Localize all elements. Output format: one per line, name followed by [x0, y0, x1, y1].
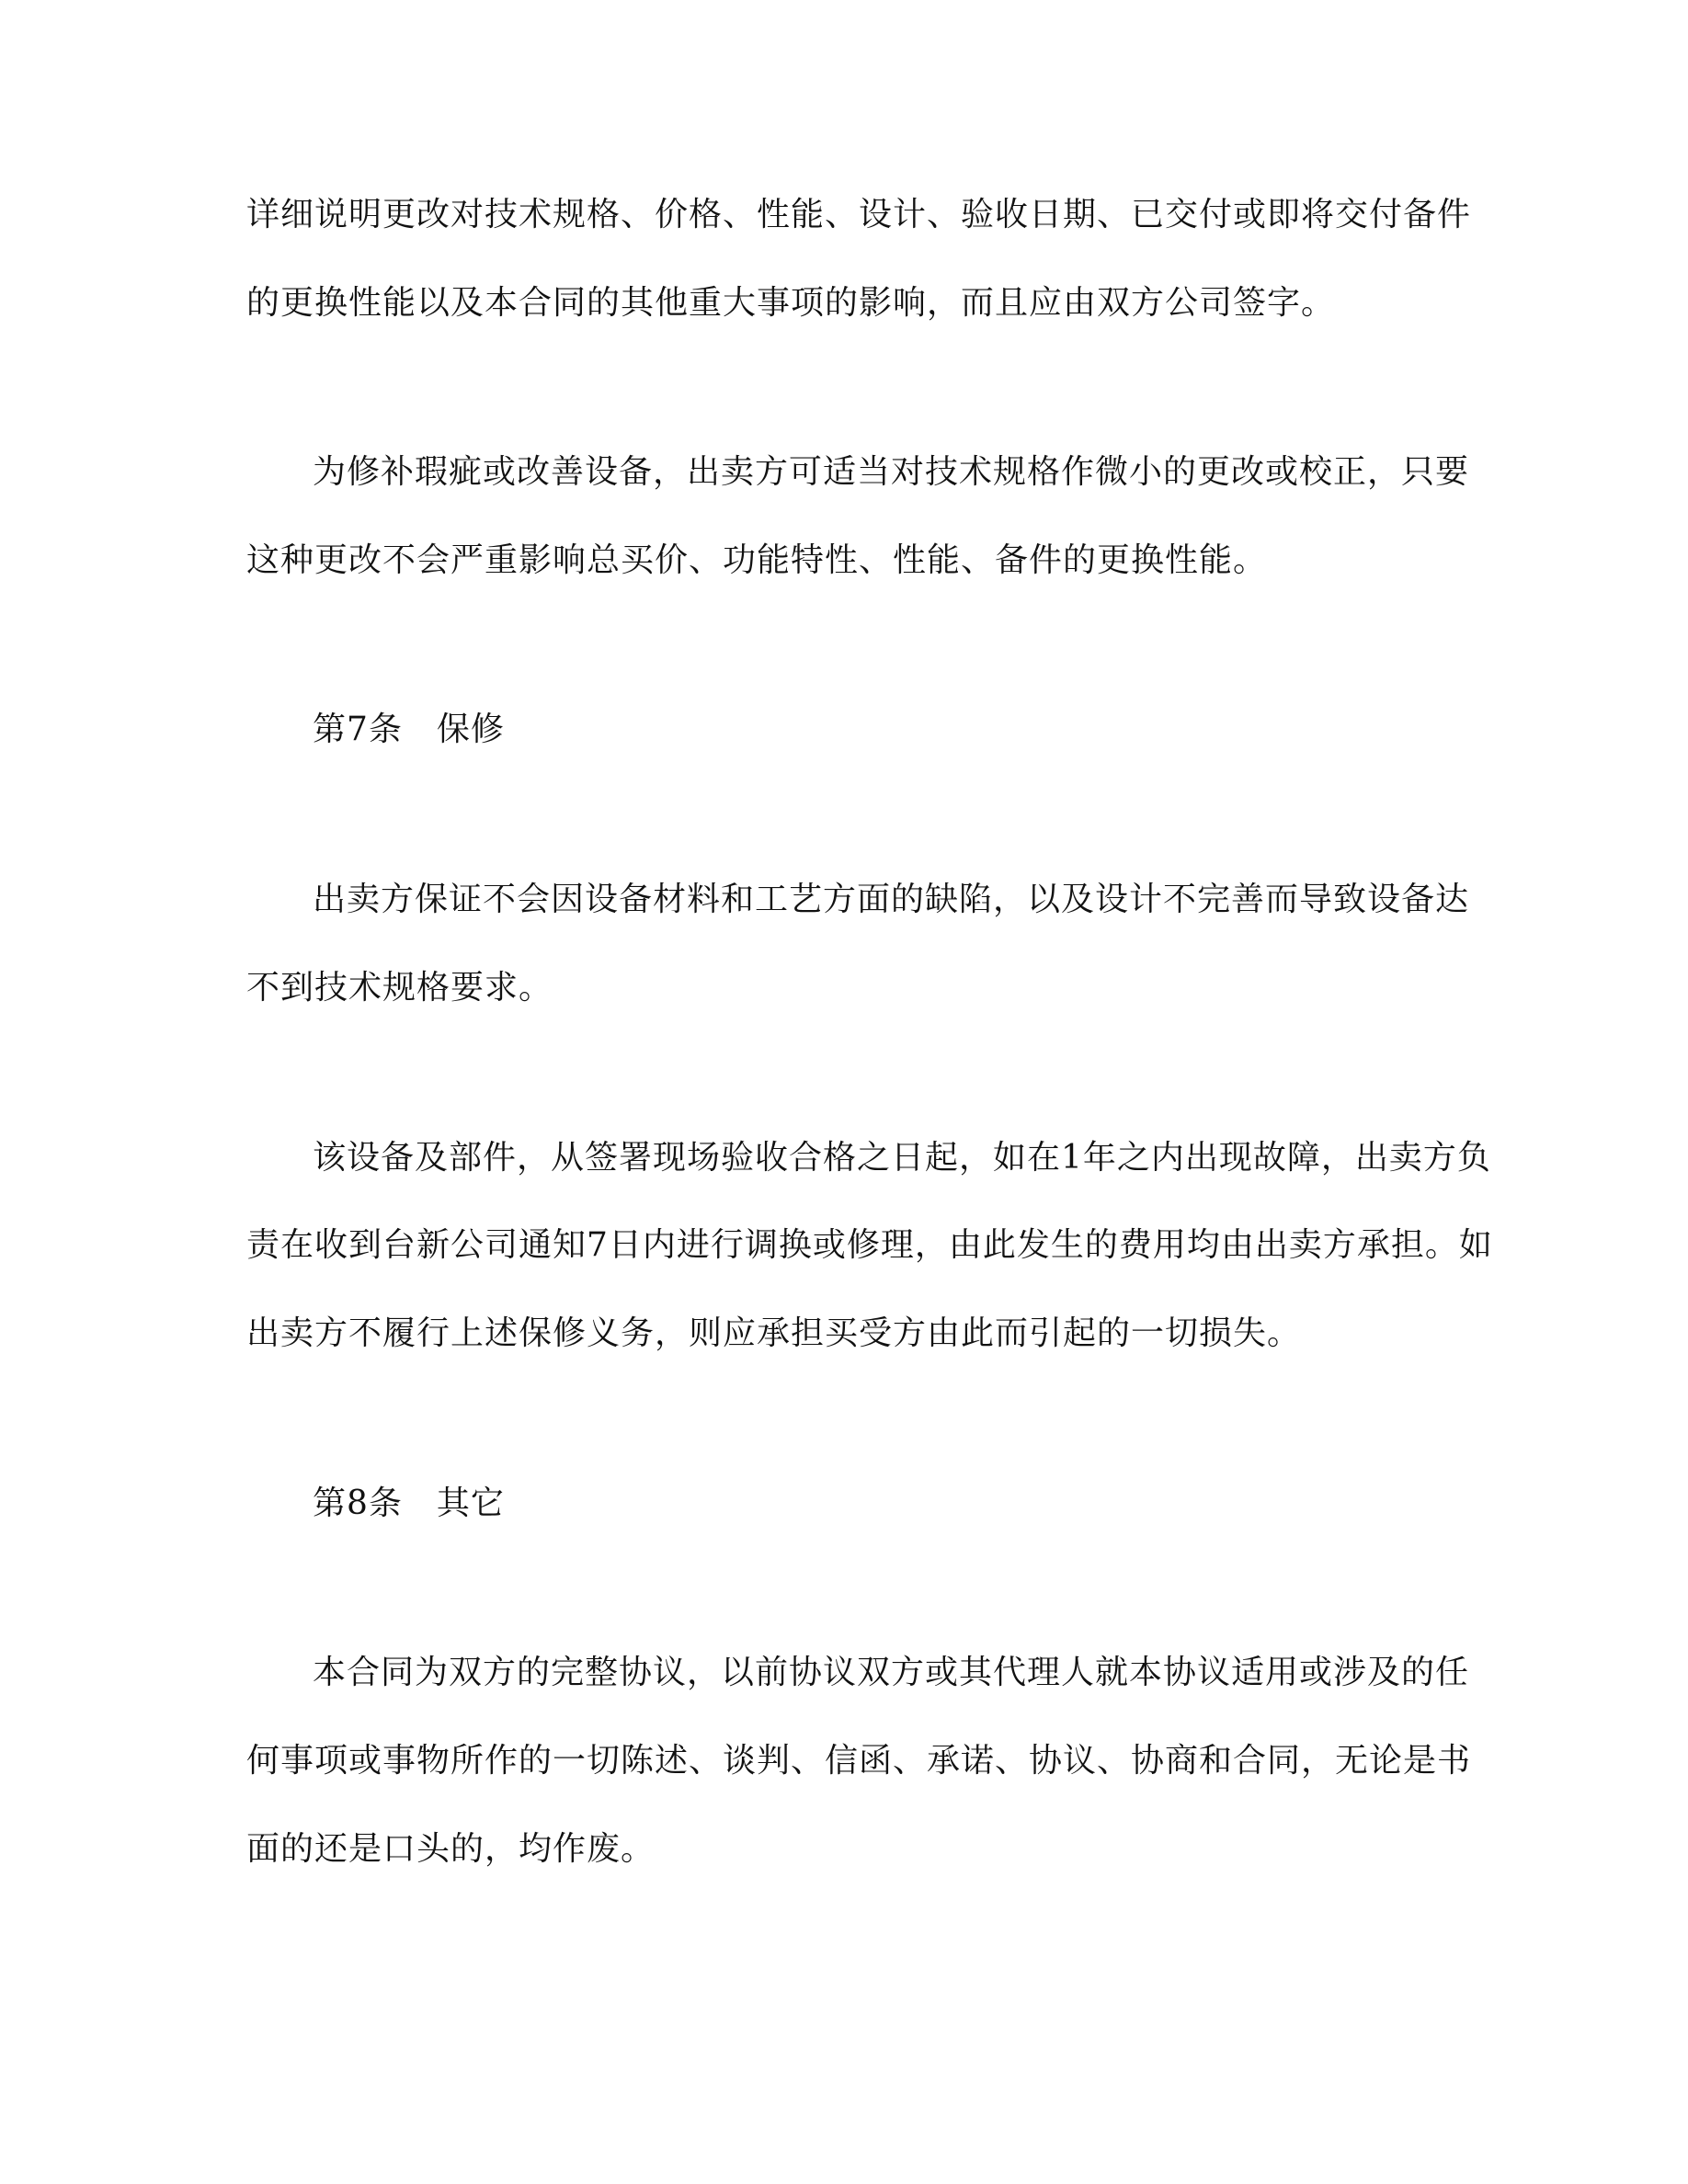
- paragraph-line: 面的还是口头的，均作废。: [246, 1830, 656, 1868]
- paragraph-line: 何事项或事物所作的一切陈述、谈判、信函、承诺、协议、协商和合同，无论是书: [246, 1742, 1472, 1780]
- paragraph-line: 不到技术规格要求。: [246, 969, 553, 1007]
- paragraph-line: 责在收到台新公司通知7日内进行调换或修理，由此发生的费用均由出卖方承担。如: [246, 1226, 1493, 1264]
- paragraph-line: 该设备及部件，从签署现场验收合格之日起，如在1年之内出现故障，出卖方负: [313, 1139, 1491, 1177]
- paragraph-line: 为修补瑕疵或改善设备，出卖方可适当对技术规格作微小的更改或校正，只要: [313, 453, 1470, 491]
- section-heading-8: 第8条 其它: [313, 1484, 505, 1522]
- paragraph-line: 出卖方不履行上述保修义务，则应承担买受方由此而引起的一切损失。: [246, 1314, 1302, 1352]
- paragraph-line: 的更换性能以及本合同的其他重大事项的影响，而且应由双方公司签字。: [246, 284, 1336, 322]
- section-heading-7: 第7条 保修: [313, 711, 505, 748]
- paragraph-line: 这种更改不会严重影响总买价、功能特性、性能、备件的更换性能。: [246, 541, 1268, 579]
- paragraph-line: 详细说明更改对技术规格、价格、性能、设计、验收日期、已交付或即将交付备件: [246, 196, 1472, 233]
- paragraph-line: 出卖方保证不会因设备材料和工艺方面的缺陷，以及设计不完善而导致设备达: [313, 881, 1470, 918]
- paragraph-line: 本合同为双方的完整协议，以前协议双方或其代理人就本协议适用或涉及的任: [313, 1654, 1470, 1691]
